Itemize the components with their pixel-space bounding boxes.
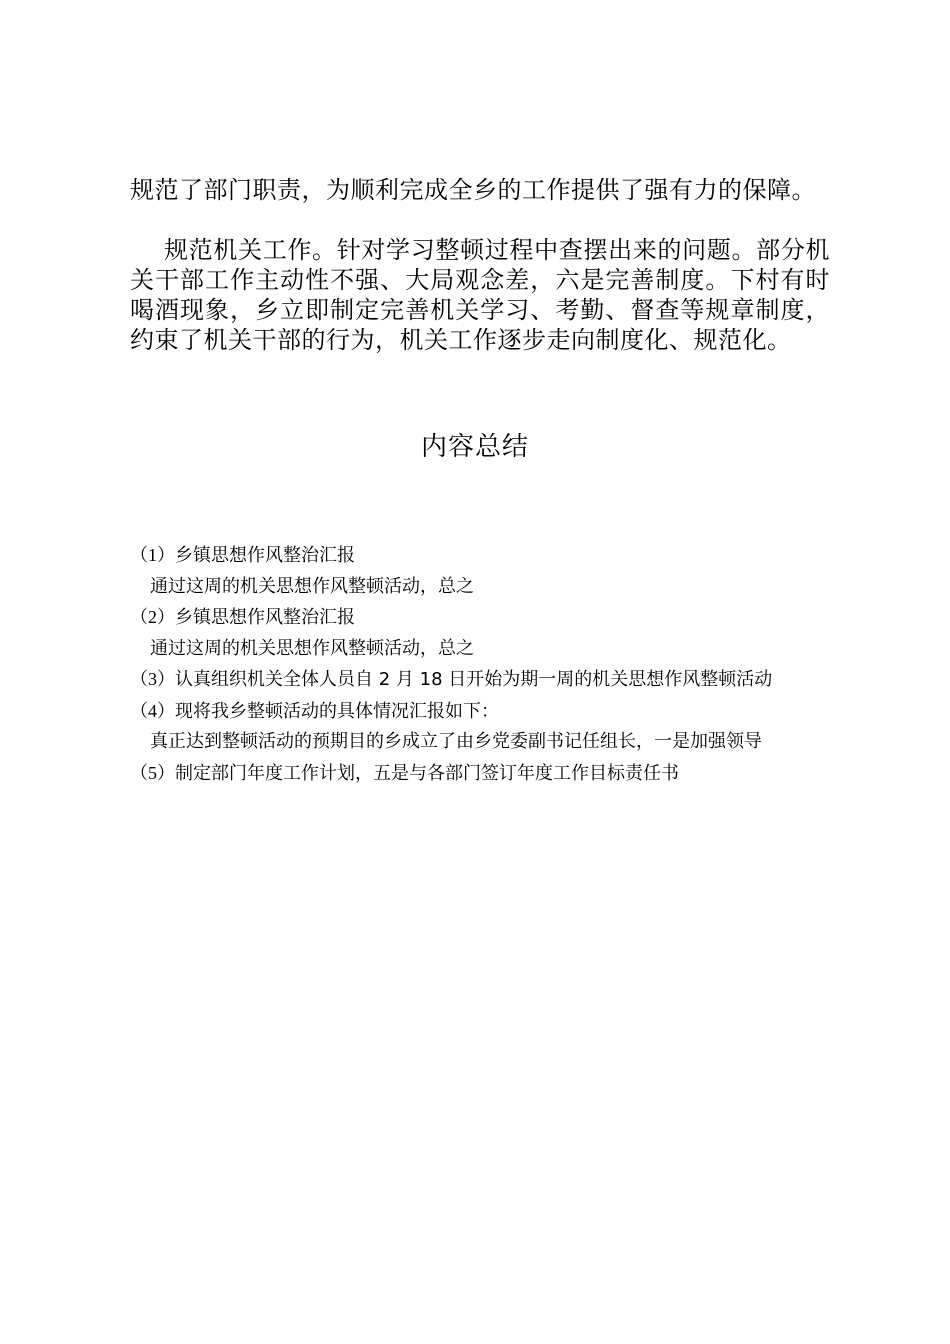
item-text: 制定部门年度工作计划，五是与各部门签订年度工作目标责任书 xyxy=(175,762,679,784)
item-text: 乡镇思想作风整治汇报 xyxy=(175,607,355,628)
summary-item xyxy=(130,664,820,696)
section-title-content-summary: 内容总结 xyxy=(420,432,529,462)
summary-item-detail xyxy=(130,727,820,758)
item-number: （4） xyxy=(130,700,175,721)
body-paragraph-regulate-office-work: 规范机关工作。针对学习整顿过程中查摆出来的问题。部分机关干部工作主动性不强、大局观念差，六是完善制度。下村有时喝酒现象，乡立即制定完善机关学习、考勤、督查等规章制度，约束了机关干部的行为，机关工作逐步走向制度化、规范化。 xyxy=(130,236,830,354)
item-text: 真正达到整顿活动的预期目的乡成立了由乡党委副书记任组长，一是加强领导 xyxy=(150,731,762,752)
summary-item xyxy=(130,602,820,634)
item-text: 乡镇思想作风整治汇报 xyxy=(175,545,355,566)
summary-list xyxy=(130,540,820,789)
item-text: 现将我乡整顿活动的具体情况汇报如下： xyxy=(175,700,499,722)
summary-item xyxy=(130,540,820,572)
summary-item xyxy=(130,696,820,728)
body-paragraph-continued: 规范了部门职责，为顺利完成全乡的工作提供了强有力的保障。 xyxy=(130,176,816,204)
summary-item-detail xyxy=(130,634,820,665)
item-number: （5） xyxy=(130,762,175,783)
summary-item xyxy=(130,758,820,790)
item-number: （2） xyxy=(130,607,175,627)
item-number: （3） xyxy=(130,669,175,689)
item-number: （1） xyxy=(130,545,175,565)
item-text: 通过这周的机关思想作风整顿活动，总之 xyxy=(150,575,474,597)
item-text: 认真组织机关全体人员自 2 月 18 日开始为期一周的机关思想作风整顿活动 xyxy=(175,669,773,690)
summary-item-detail xyxy=(130,572,820,603)
item-text: 通过这周的机关思想作风整顿活动，总之 xyxy=(150,637,474,659)
